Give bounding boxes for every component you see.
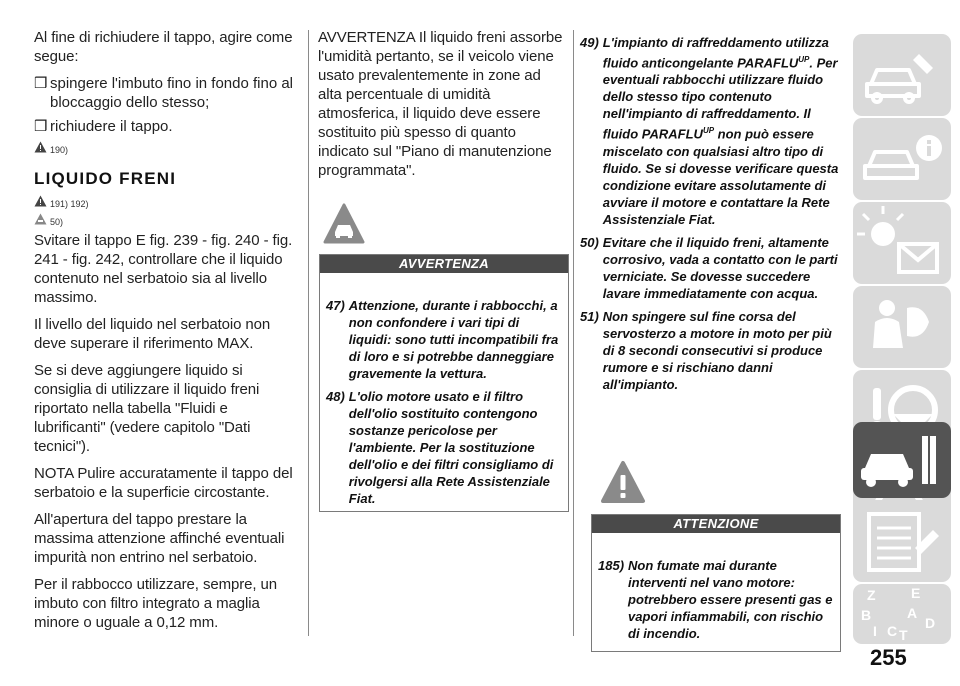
note-item (580, 234, 840, 302)
box-title: AVVERTENZA (320, 255, 568, 273)
note-number: 48) (326, 389, 345, 404)
car-warning-symbol-icon (323, 203, 365, 245)
column-middle (318, 28, 568, 188)
note-text: Attenzione, durante i rabbocchi, a non confondere i vari tipi di liquidi: sono tutti incompatibili fra di loro e si potrebbe danneggiare gravemente la vettura. (348, 298, 559, 381)
reference-number: 191) 192) (50, 199, 89, 209)
note-item (326, 388, 562, 507)
car-info-icon (853, 34, 951, 116)
note-number: 50) (580, 234, 599, 250)
tab-car-info[interactable] (853, 34, 951, 116)
note-number: 185) (598, 558, 625, 573)
warning-box (319, 254, 569, 512)
svg-text:B: B (861, 607, 872, 623)
index-letters-icon (853, 584, 951, 644)
section-heading: LIQUIDO FRENI (34, 169, 177, 188)
column-right (580, 34, 840, 399)
warning-lights-icon (853, 202, 951, 284)
paragraph: NOTA Pulire accuratamente il tappo del serbatoio e la superficie circostante. (34, 465, 293, 501)
warning-triangle-icon (34, 141, 47, 153)
tab-car-info-i[interactable] (853, 118, 951, 200)
reference-marker (34, 141, 302, 155)
note-text: L'olio motore usato e il filtro dell'olio sostituito contengono sostanze pericolose per l'ambiente. Per la sostituzione dell'olio e dei filtri consigliamo di rivolgersi alla Rete Assistenziale Fiat. (348, 389, 554, 506)
bullet-text: richiudere il tappo. (50, 118, 173, 135)
car-wrench-icon (853, 422, 951, 498)
reference-marker (34, 213, 302, 227)
note-number: 49) (580, 35, 599, 50)
tab-safety[interactable] (853, 286, 951, 368)
svg-text:I: I (873, 623, 877, 639)
paragraph: AVVERTENZA Il liquido freni assorbe l'umidità pertanto, se il veicolo viene usato prevalentemente in zone ad alta percentuale di umidità atmosferica, il liquido deve essere sostituito più spesso di quanto indicato sul "Piano di manutenzione programmata". (318, 29, 563, 179)
box-notes (320, 273, 568, 507)
note-text: Non fumate mai durante interventi nel vano motore: potrebbero essere presenti gas e vapori infiammabili, con rischio di incendio. (628, 558, 833, 641)
tab-index[interactable] (853, 584, 951, 644)
reference-number: 50) (50, 217, 64, 227)
paragraph: Svitare il tappo E fig. 239 - fig. 240 - fig. 241 - fig. 242, controllare che il liquido contenuto nel serbatoio sia al livello massimo. (34, 232, 293, 306)
tab-maintenance[interactable] (853, 422, 951, 498)
svg-text:D: D (925, 615, 936, 631)
box-notes (592, 533, 840, 642)
paragraph: Il livello del liquido nel serbatoio non deve superare il riferimento MAX. (34, 316, 271, 352)
note-item (580, 34, 840, 228)
svg-text:E: E (911, 585, 921, 601)
car-info-i-icon (853, 118, 951, 200)
paragraph: All'apertura del tappo prestare la massima attenzione affinché eventuali impurità non entrino nel serbatoio. (34, 511, 285, 566)
column-left (34, 28, 302, 640)
checkbox-bullet-icon: ❒ (34, 75, 48, 92)
intro-text: Al fine di richiudere il tappo, agire come segue: (34, 29, 293, 65)
checkbox-bullet-icon: ❒ (34, 118, 48, 135)
note-number: 47) (326, 298, 345, 313)
reference-marker (34, 195, 302, 209)
svg-text:T: T (899, 627, 908, 643)
note-text: Evitare che il liquido freni, altamente corrosivo, vada a contatto con le parti verniciate. Se dovesse succedere lavare immediatamente con acqua. (602, 234, 838, 301)
svg-text:C: C (887, 623, 898, 639)
note-number: 51) (580, 308, 599, 324)
note-item (580, 308, 840, 393)
note-text: L'impianto di raffreddamento utilizza fluido anticongelante $PARAFLU^{UP}$. Per eventuali rabbocchi utilizzare fluido dello stesso tipo contenuto nell'impianto di raffreddamento. Il fluido $PARAFLU^{UP}$ non può essere miscelato con qualsiasi altro tipo di fluido. Se si dovesse verificare questa condizione evitare assolutamente di avviare il motore e contattare la Rete Assistenziale Fiat. (602, 35, 839, 227)
reference-number: 190) (50, 145, 69, 155)
car-warning-icon (34, 213, 47, 225)
column-divider (308, 30, 309, 636)
page-number: 255 (870, 645, 907, 670)
attention-box (591, 514, 841, 652)
paragraph: Se si deve aggiungere liquido si consiglia di utilizzare il liquido freni riportato nella tabella "Fluidi e lubrificanti" (vedere capitolo "Dati tecnici"). (34, 362, 260, 455)
danger-exclamation-icon (600, 460, 646, 506)
paragraph: Per il rabbocco utilizzare, sempre, un imbuto con filtro integrato a maglia minore o uguale a 0,12 mm. (34, 576, 277, 631)
spec-list-icon (853, 500, 951, 582)
svg-text:Z: Z (867, 587, 876, 603)
note-item (598, 557, 834, 642)
bullet-item (34, 117, 302, 136)
tab-specs[interactable] (853, 500, 951, 582)
column-divider (573, 30, 574, 636)
note-item (326, 297, 562, 382)
bullet-text: spingere l'imbuto fino in fondo fino al bloccaggio dello stesso; (50, 75, 294, 111)
bullet-item (34, 74, 302, 112)
note-text: Non spingere sul fine corsa del servosterzo a motore in moto per più di 8 secondi consecutivi si produce rumore e si rischiano danni all'impianto. (602, 308, 832, 392)
warning-triangle-icon (34, 195, 47, 207)
tab-warning-lights[interactable] (853, 202, 951, 284)
safety-airbag-icon (853, 286, 951, 368)
svg-text:A: A (907, 605, 918, 621)
box-title: ATTENZIONE (592, 515, 840, 533)
